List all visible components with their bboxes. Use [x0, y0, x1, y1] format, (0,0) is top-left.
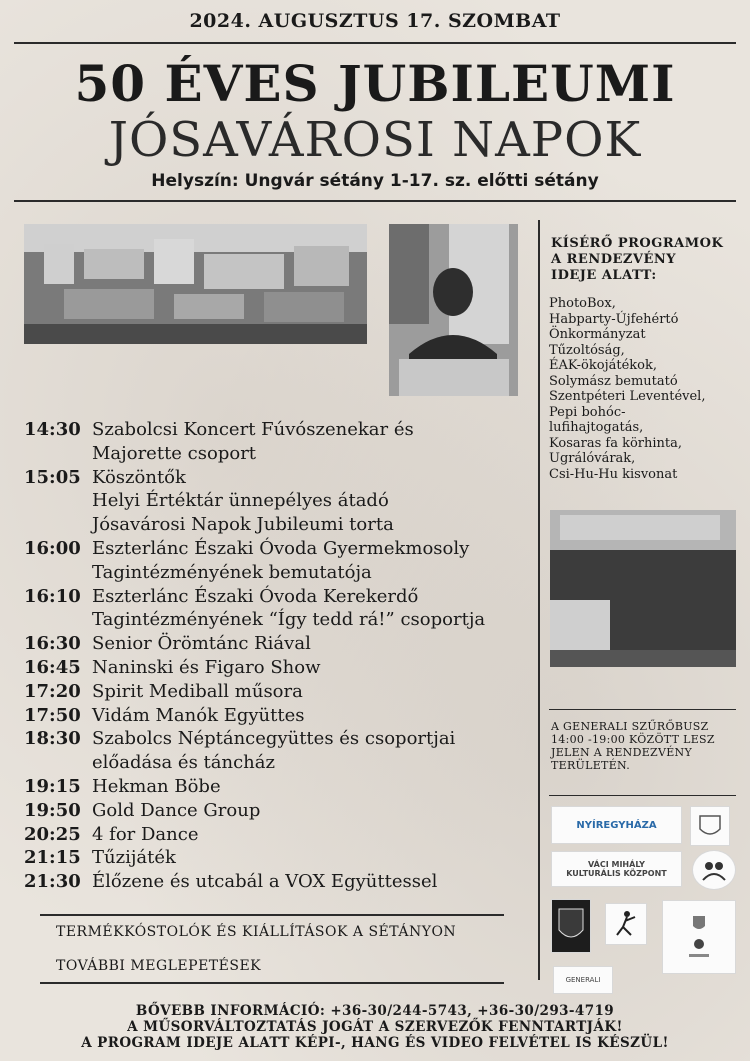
- list-item: Pepi bohóc-: [549, 404, 626, 420]
- dancer-logo: [605, 903, 647, 945]
- schedule-text: Élőzene és utcabál a VOX Együttessel: [92, 871, 438, 893]
- schedule-row: [24, 513, 544, 537]
- schedule-text: Szabolcs Néptáncegyüttes és csoportjai: [92, 728, 456, 750]
- schedule-text: Jósavárosi Napok Jubileumi torta: [92, 514, 394, 536]
- ministry-logo: [662, 900, 736, 974]
- title-line-2: JÓSAVÁROSI NAPOK: [108, 112, 642, 168]
- extras-divider-top: [40, 914, 504, 916]
- event-date: 2024. AUGUSZTUS 17. SZOMBAT: [189, 10, 561, 32]
- schedule-time: 15:05: [24, 466, 81, 488]
- schedule-text: Tagintézményének bemutatója: [92, 561, 372, 583]
- side-heading-line: A RENDEZVÉNY: [551, 252, 677, 267]
- schedule-row: [24, 704, 544, 728]
- schedule-text: előadása és táncház: [92, 752, 275, 774]
- schedule-time: 16:30: [24, 633, 81, 655]
- schedule-text: Naninski és Figaro Show: [92, 656, 321, 678]
- side-heading-line: KÍSÉRŐ PROGRAMOK: [551, 236, 724, 251]
- side-programs-list: [549, 296, 749, 482]
- schedule-text: Gold Dance Group: [92, 799, 261, 821]
- program-schedule: [24, 418, 544, 894]
- list-item: Ugrálóvárak,: [549, 451, 636, 466]
- generali-logo: GENERALI: [553, 966, 613, 994]
- schedule-time: 16:00: [24, 537, 81, 559]
- schedule-row: [24, 466, 544, 490]
- schedule-row: [24, 442, 544, 466]
- schedule-text: Tagintézményének “Így tedd rá!” csoportja: [92, 609, 486, 631]
- generali-line: JELEN A RENDEZVÉNY: [551, 746, 693, 759]
- generali-notice: [551, 720, 741, 772]
- schedule-text: Majorette csoport: [92, 442, 257, 464]
- header-divider-bottom: [14, 200, 736, 202]
- schedule-row: [24, 489, 544, 513]
- schedule-time: 14:30: [24, 419, 81, 440]
- generali-line: A GENERALI SZŰRŐBUSZ: [551, 720, 709, 733]
- generali-line: 14:00 -19:00 KÖZÖTT LESZ: [551, 733, 715, 746]
- schedule-time: 17:20: [24, 680, 81, 702]
- crowd-photo: [550, 510, 736, 667]
- side-programs-heading: [551, 236, 741, 284]
- schedule-text: Vidám Manók Együttes: [92, 704, 305, 726]
- vaci-mihaly-logo: VÁCI MIHÁLY KULTURÁLIS KÖZPONT: [551, 851, 682, 887]
- schedule-text: Tűzijáték: [92, 847, 176, 869]
- list-item: PhotoBox,: [549, 296, 616, 311]
- family-logo: [692, 850, 736, 890]
- schedule-text: Senior Örömtánc Riával: [92, 633, 311, 655]
- list-item: ÉAK-ökojátékok,: [549, 358, 657, 373]
- schedule-time: 21:15: [24, 847, 81, 869]
- schedule-time: 21:30: [24, 871, 81, 893]
- schedule-row: [24, 846, 544, 870]
- list-item: lufihajtogatás,: [549, 420, 644, 435]
- schedule-text: Spirit Mediball műsora: [92, 680, 303, 702]
- schedule-row: [24, 727, 544, 751]
- city-photo: [24, 224, 367, 344]
- schedule-text: Eszterlánc Északi Óvoda Kerekerdő: [92, 585, 419, 607]
- schedule-text: Hekman Böbe: [92, 775, 221, 797]
- extras-line-2: TOVÁBBI MEGLEPETÉSEK: [56, 958, 262, 974]
- location: Helyszín: Ungvár sétány 1-17. sz. előtti sétány: [151, 171, 599, 191]
- list-item: Szentpéteri Leventével,: [549, 389, 706, 404]
- nyiregyhaza-logo: NYÍREGYHÁZA: [551, 806, 682, 844]
- schedule-row: [24, 418, 544, 442]
- schedule-row: [24, 751, 544, 775]
- schedule-text: Helyi Értéktár ünnepélyes átadó: [92, 490, 389, 512]
- schedule-row: [24, 608, 544, 632]
- shield-logo: [551, 899, 591, 953]
- schedule-row: [24, 799, 544, 823]
- schedule-row: [24, 537, 544, 561]
- schedule-time: 19:15: [24, 775, 81, 797]
- generali-divider-top: [549, 709, 736, 710]
- list-item: Tűzoltóság,: [549, 342, 625, 358]
- schedule-row: [24, 680, 544, 704]
- schedule-row: [24, 823, 544, 847]
- schedule-text: 4 for Dance: [92, 823, 199, 845]
- schedule-text: Köszöntők: [92, 466, 186, 488]
- schedule-time: 16:10: [24, 585, 81, 607]
- crest-logo: [690, 806, 730, 846]
- footer-notice: A MŰSORVÁLTOZTATÁS JOGÁT A SZERVEZŐK FENNTARTJÁK!: [127, 1019, 623, 1035]
- list-item: Solymász bemutató: [549, 373, 678, 389]
- list-item: Kosaras fa körhinta,: [549, 435, 683, 451]
- list-item: Önkormányzat: [549, 327, 646, 342]
- schedule-row: [24, 870, 544, 894]
- schedule-row: [24, 585, 544, 609]
- list-item: Csi-Hu-Hu kisvonat: [549, 466, 678, 482]
- schedule-text: Szabolcsi Koncert Fúvószenekar és: [92, 419, 414, 440]
- schedule-row: [24, 656, 544, 680]
- schedule-time: 19:50: [24, 799, 81, 821]
- extras-line-1: TERMÉKKÓSTOLÓK ÉS KIÁLLÍTÁSOK A SÉTÁNYON: [56, 924, 457, 940]
- schedule-time: 18:30: [24, 728, 81, 750]
- schedule-time: 17:50: [24, 704, 81, 726]
- footer-info: BŐVEBB INFORMÁCIÓ: +36-30/244-5743, +36-30/293-4719: [135, 1003, 615, 1019]
- side-heading-line: IDEJE ALATT:: [551, 268, 657, 283]
- schedule-text: Eszterlánc Északi Óvoda Gyermekmosoly: [92, 537, 470, 559]
- schedule-time: 16:45: [24, 656, 81, 678]
- header-divider: [14, 42, 736, 44]
- schedule-row: [24, 632, 544, 656]
- extras-divider-bottom: [40, 982, 504, 984]
- schedule-row: [24, 775, 544, 799]
- generali-line: TERÜLETÉN.: [551, 759, 631, 772]
- schedule-time: 20:25: [24, 823, 81, 845]
- list-item: Habparty-Újfehértó: [549, 311, 679, 327]
- footer-recording: A PROGRAM IDEJE ALATT KÉPI-, HANG ÉS VIDEO FELVÉTEL IS KÉSZÜL!: [81, 1035, 669, 1051]
- title-line-1: 50 ÉVES JUBILEUMI: [74, 54, 676, 113]
- schedule-row: [24, 561, 544, 585]
- statue-photo: [389, 224, 518, 396]
- generali-divider-bottom: [549, 795, 736, 796]
